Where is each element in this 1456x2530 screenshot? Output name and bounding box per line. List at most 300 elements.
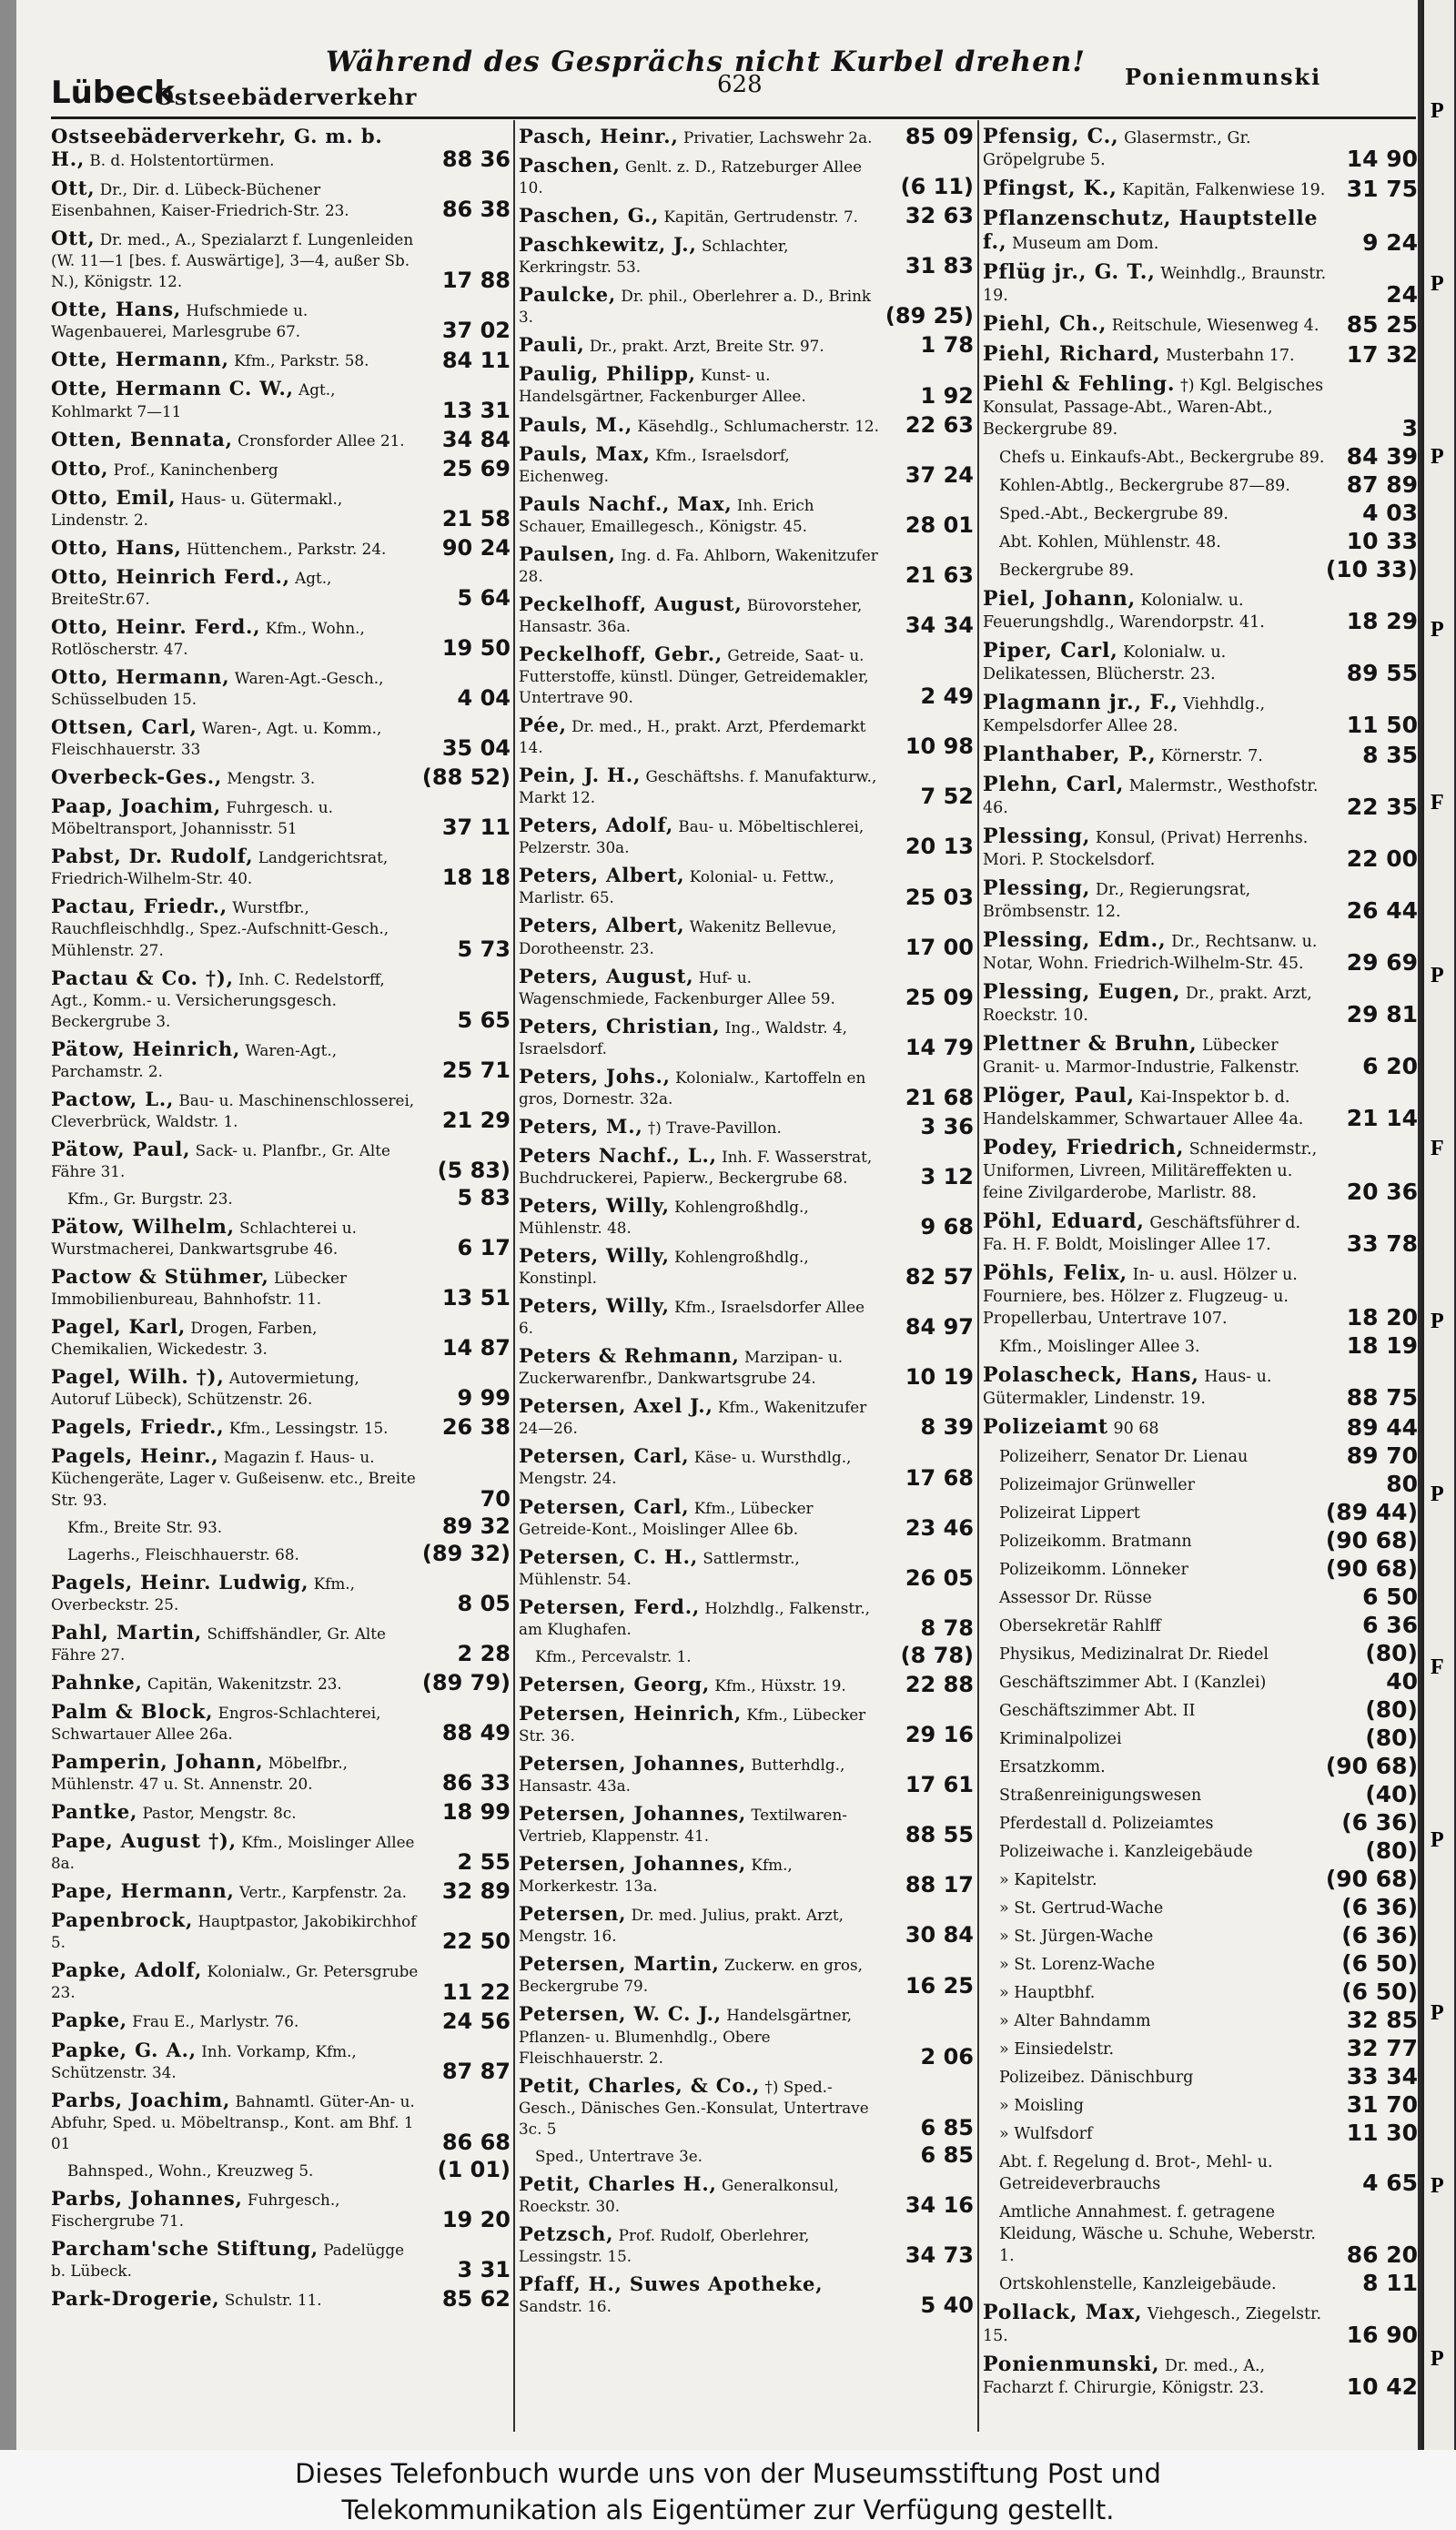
phone-number: 87 87 — [441, 2058, 511, 2084]
directory-entry — [51, 534, 511, 561]
phone-number: 37 02 — [441, 318, 511, 344]
directory-entry — [519, 284, 974, 328]
directory-entry — [519, 1496, 974, 1540]
entry-name: Peters, Adolf, — [519, 814, 674, 837]
directory-entry — [519, 1345, 974, 1389]
entry-details: Inh. C. Redelstorff, Agt., Komm.- u. Versicherungsgesch. Beckergrube 3. — [51, 969, 385, 1030]
directory-entry — [983, 588, 1418, 633]
footer-notice — [0, 2450, 1456, 2530]
entry-details: Kfm., Lübecker Getreide-Kont., Moislinger Allee 6b. — [519, 1498, 814, 1538]
entry-details: Geschäftszimmer Abt. II — [999, 1702, 1196, 1720]
entry-details: Sandstr. 16. — [519, 2297, 612, 2316]
entry-details: Käse- u. Wursthdlg., Mengstr. 24. — [519, 1448, 852, 1488]
entry-name: Plagmann jr., F., — [983, 691, 1178, 714]
directory-entry — [983, 640, 1418, 685]
entry-details: Kfm., Israelsdorfer Allee 6. — [519, 1298, 865, 1338]
directory-entry — [519, 2273, 974, 2317]
entry-name: Peters, Johs., — [519, 1064, 671, 1088]
entry-line — [983, 1471, 1418, 1497]
entry-details: Kfm., Breite Str. 93. — [67, 1517, 223, 1536]
entry-name: Plöger, Paul, — [983, 1084, 1135, 1108]
directory-entry — [519, 2173, 974, 2217]
directory-entry — [51, 1572, 511, 1615]
directory-entry — [983, 126, 1418, 171]
phone-number: 4 65 — [1362, 2170, 1418, 2196]
entry-details: Reitschule, Wiesenweg 4. — [1111, 317, 1320, 335]
directory-entry — [519, 714, 974, 758]
entry-details: Waren-Agt.-Gesch., Schüsselbuden 15. — [51, 668, 384, 709]
entry-details: Kfm., Percevalstr. 1. — [535, 1646, 692, 1665]
entry-details: Dr., Regierungsrat, Brömbsenstr. 12. — [983, 881, 1251, 921]
phone-number: 89 32 — [441, 1513, 511, 1539]
entry-name: Pflüg jr., G. T., — [983, 260, 1156, 284]
directory-entry — [519, 443, 974, 487]
entry-details: Obersekretär Rahlff — [999, 1617, 1161, 1635]
entry-details: » Einsiedelstr. — [999, 2040, 1115, 2059]
directory-entry — [983, 1753, 1418, 1779]
entry-details: Assessor Dr. Rüsse — [999, 1589, 1152, 1607]
directory-entry — [51, 1266, 511, 1310]
directory-entry — [51, 1751, 511, 1795]
directory-entry — [983, 1668, 1418, 1695]
directory-entry — [51, 1801, 511, 1824]
phone-number: 3 12 — [920, 1164, 974, 1190]
entry-details: Kfm., Gr. Burgstr. 23. — [67, 1189, 233, 1208]
entry-name: Peters, Willy, — [519, 1294, 670, 1318]
column-divider — [977, 120, 979, 2432]
directory-entry — [983, 2063, 1418, 2090]
entry-name: Otte, Hans, — [51, 298, 182, 321]
entry-name: Peckelhoff, Gebr., — [519, 642, 723, 665]
adjacent-page-letter: P — [1431, 1310, 1444, 1333]
entry-name: Papke, G. A., — [51, 2038, 197, 2061]
entry-details: Kolonialw. u. Delikatessen, Blücherstr. 23. — [983, 643, 1227, 683]
phone-number: 31 75 — [1346, 176, 1418, 202]
directory-entry — [519, 205, 974, 228]
entry-details: Hufschmiede u. Wagenbauerei, Marlesgrube 67. — [51, 301, 308, 341]
phone-number: (89 44) — [1325, 1499, 1418, 1525]
phone-number: (6 50) — [1341, 1978, 1418, 2005]
entry-line — [983, 1612, 1418, 1638]
entry-name: Pagels, Friedr., — [51, 1415, 225, 1439]
directory-entry — [51, 845, 511, 889]
directory-entry — [51, 2188, 511, 2231]
entry-details: †) Sped.-Gesch., Dänisches Gen.-Konsulat, Untertrave 3c. 5 — [519, 2077, 869, 2138]
directory-entry — [983, 1781, 1418, 1807]
phone-number: 22 63 — [905, 411, 974, 438]
directory-entry — [51, 1830, 511, 1874]
entry-details: Engros-Schlachterei, Schwartauer Allee 26a. — [51, 1703, 381, 1743]
entry-details: Polizeiwache i. Kanzleigebäude — [999, 1843, 1253, 1861]
phone-number: 8 11 — [1362, 2270, 1418, 2296]
entry-line — [519, 1596, 974, 1640]
directory-entry — [983, 1137, 1418, 1204]
directory-entry — [519, 1596, 974, 1640]
entry-line — [51, 1622, 511, 1665]
phone-number: 88 36 — [441, 147, 511, 173]
directory-entry — [983, 1499, 1418, 1525]
footer-line-1: Dieses Telefonbuch wurde uns von der Museumsstiftung Post und — [295, 2458, 1161, 2489]
header-rule — [51, 116, 1416, 119]
phone-number: 22 00 — [1346, 845, 1418, 872]
phone-number: 40 — [1386, 1668, 1418, 1695]
entry-name: Pactau, Friedr., — [51, 895, 228, 918]
entry-name: Piel, Johann, — [983, 587, 1136, 611]
adjacent-page-letter: P — [1431, 1828, 1444, 1852]
entry-name: Otte, Hermann, — [51, 348, 229, 371]
phone-number: 14 90 — [1346, 146, 1418, 172]
directory-entry — [983, 313, 1418, 337]
directory-entry — [51, 795, 511, 839]
entry-name: Pätow, Wilhelm, — [51, 1215, 235, 1239]
entry-details: Kfm., Wohn., Rotlöscherstr. 47. — [51, 618, 365, 658]
directory-entry — [519, 1145, 974, 1189]
directory-entry — [51, 1513, 511, 1539]
entry-name: Pactow & Stühmer, — [51, 1265, 269, 1289]
entry-line — [51, 1216, 511, 1260]
phone-number: 7 52 — [920, 784, 974, 810]
phone-number: (1 01) — [437, 2156, 511, 2182]
directory-entry — [983, 207, 1418, 255]
directory-entry — [983, 1696, 1418, 1723]
entry-name: Otten, Bennata, — [51, 427, 233, 450]
adjacent-page-letter: P — [1431, 618, 1444, 642]
entry-details: Kolonial- u. Fettw., Marlistr. 65. — [519, 867, 834, 907]
directory-entry — [983, 1033, 1418, 1078]
directory-entry — [519, 334, 974, 357]
entry-details: Zuckerw. en gros, Beckergrube 79. — [519, 1956, 863, 1996]
phone-number: (89 79) — [421, 1669, 511, 1695]
phone-number: 22 50 — [441, 1928, 511, 1955]
phone-number: 32 89 — [441, 1878, 511, 1905]
entry-line — [983, 1033, 1418, 1078]
phone-number: (90 68) — [1325, 1555, 1418, 1582]
entry-name: Polizeiamt — [983, 1415, 1108, 1439]
phone-number: 1 78 — [920, 332, 974, 359]
directory-entry — [983, 2151, 1418, 2195]
entry-name: Overbeck-Ges., — [51, 765, 223, 789]
directory-entry — [519, 543, 974, 587]
directory-entry — [51, 378, 511, 421]
entry-details: Käsehdlg., Schlumacherstr. 12. — [637, 416, 879, 435]
phone-number: 2 55 — [457, 1849, 511, 1876]
phone-number: 19 20 — [441, 2206, 511, 2232]
phone-number: 2 49 — [920, 683, 974, 710]
entry-line — [983, 1725, 1418, 1751]
entry-name: Piehl, Richard, — [983, 342, 1161, 366]
entry-details: Holzhdlg., Falkenstr., am Klughafen. — [519, 1598, 870, 1638]
phone-number: (8 78) — [900, 1642, 974, 1668]
phone-number: 6 85 — [920, 2114, 974, 2140]
directory-entry — [51, 716, 511, 760]
entry-line — [51, 896, 511, 960]
directory-entry — [51, 2009, 511, 2032]
directory-entry — [519, 2223, 974, 2267]
directory-entry — [51, 1622, 511, 1665]
entry-details: Pferdestall d. Polizeiamtes — [999, 1815, 1214, 1833]
entry-name: Parcham'sche Stiftung, — [51, 2236, 318, 2260]
phone-number: 84 39 — [1346, 443, 1418, 470]
directory-entry — [983, 2091, 1418, 2118]
entry-name: Petersen, Axel J., — [519, 1394, 713, 1418]
entry-line — [519, 2273, 974, 2317]
entry-details: Genlt. z. D., Ratzeburger Allee 10. — [519, 157, 863, 197]
phone-number: 89 70 — [1346, 1442, 1418, 1469]
entry-line — [51, 1445, 511, 1510]
entry-name: Parbs, Johannes, — [51, 2186, 243, 2210]
phone-number: 89 55 — [1346, 660, 1418, 686]
phone-number: 5 64 — [457, 584, 511, 611]
directory-entry — [519, 643, 974, 708]
entry-name: Peters & Rehmann, — [519, 1344, 740, 1368]
directory-entry — [983, 1442, 1418, 1469]
directory-entry — [983, 1725, 1418, 1751]
entry-details: Geschäftsführer d. Fa. H. F. Boldt, Moislinger Allee 17. — [983, 1214, 1301, 1254]
phone-number: 88 75 — [1346, 1384, 1418, 1411]
directory-entry — [983, 2353, 1418, 2399]
directory-entry — [983, 1364, 1418, 1410]
entry-line — [983, 373, 1418, 440]
entry-name: Peters, Albert, — [519, 914, 685, 937]
entry-details: » Moisling — [999, 2097, 1084, 2115]
entry-details: Dr., Rechtsanw. u. Notar, Wohn. Friedrich-Wilhelm-Str. 45. — [983, 933, 1318, 973]
entry-details: Marzipan- u. Zuckerwarenfbr., Dankwartsgrube 24. — [519, 1348, 844, 1388]
entry-details: Agt., Kohlmarkt 7—11 — [51, 380, 336, 420]
directory-entry — [519, 1195, 974, 1239]
entry-details: Abt. Kohlen, Mühlenstr. 48. — [999, 533, 1221, 552]
entry-name: Otte, Hermann C. W., — [51, 377, 294, 400]
directory-entry — [519, 1703, 974, 1746]
entry-details: Kapitän, Falkenwiese 19. — [1122, 181, 1326, 199]
entry-name: Petersen, Johannes, — [519, 1802, 747, 1826]
directory-entry — [983, 528, 1418, 554]
directory-entry — [51, 1540, 511, 1566]
entry-details: Schneidermstr., Uniformen, Livreen, Militäreffekten u. feine Zivilgarderobe, Marlistr. 88. — [983, 1140, 1318, 1202]
entry-details: Dr., Dir. d. Lübeck-Büchener Eisenbahnen, Kaiser-Friedrich-Str. 23. — [51, 180, 349, 220]
entry-name: Petersen, Heinrich, — [519, 1701, 743, 1725]
directory-entry — [983, 2270, 1418, 2296]
entry-details: Generalkonsul, Roeckstr. 30. — [519, 2175, 839, 2215]
entry-details: Körnerstr. 7. — [1161, 747, 1263, 765]
phone-number: 34 73 — [905, 2242, 974, 2269]
entry-name: Ott, — [51, 227, 96, 250]
entry-details: Kfm., Hüxstr. 19. — [714, 1675, 846, 1695]
entry-details: Sped.-Abt., Beckergrube 89. — [999, 505, 1228, 523]
entry-details: Polizeimajor Grünweller — [999, 1476, 1196, 1494]
entry-name: Plessing, Edm., — [983, 928, 1167, 952]
phone-number: 22 88 — [905, 1671, 974, 1697]
adjacent-page-letter: P — [1431, 2001, 1444, 2025]
entry-name: Parbs, Joachim, — [51, 2088, 231, 2111]
phone-number: (6 36) — [1341, 1809, 1418, 1836]
directory-entry — [519, 593, 974, 637]
phone-number: 31 83 — [905, 253, 974, 279]
phone-number: 22 35 — [1346, 794, 1418, 820]
entry-line — [519, 2003, 974, 2068]
entry-name: Pfaff, H., Suwes Apotheke, — [519, 2272, 824, 2295]
entry-line — [51, 1185, 511, 1211]
phone-number: 25 71 — [441, 1057, 511, 1083]
entry-name: Petersen, Johannes, — [519, 1752, 747, 1775]
entry-details: » Kapitelstr. — [999, 1871, 1097, 1889]
directory-entry — [519, 1903, 974, 1947]
phone-number: 33 78 — [1346, 1230, 1418, 1257]
directory-entry — [519, 865, 974, 908]
phone-number: 4 03 — [1362, 500, 1418, 526]
entry-details: Kunst- u. Handelsgärtner, Fackenburger Allee. — [519, 366, 806, 406]
entry-name: Pöhl, Eduard, — [983, 1209, 1145, 1233]
phone-number: 5 40 — [920, 2292, 974, 2319]
entry-details: Kolonialw., Gr. Petersgrube 23. — [51, 1962, 419, 2002]
directory-entry — [51, 1316, 511, 1360]
phone-number: 11 50 — [1346, 712, 1418, 738]
directory-entry — [51, 487, 511, 531]
entry-name: Podey, Friedrich, — [983, 1136, 1185, 1159]
entry-name: Otto, Heinr. Ferd., — [51, 614, 261, 638]
directory-entry — [983, 2035, 1418, 2061]
entry-details: Kfm., Morkerkestr. 13a. — [519, 1856, 793, 1896]
directory-entry — [983, 981, 1418, 1027]
entry-name: Pauls, M., — [519, 412, 632, 436]
entry-name: Pape, August †), — [51, 1829, 237, 1853]
directory-entry — [983, 1866, 1418, 1892]
adjacent-page-letters — [1431, 100, 1454, 2521]
phone-number: (6 11) — [900, 174, 974, 200]
phone-number: 10 19 — [905, 1364, 974, 1391]
directory-entry — [51, 896, 511, 960]
adjacent-page-letter: P — [1431, 445, 1444, 469]
phone-number: 37 24 — [905, 461, 974, 488]
header-right-guide-word: Ponienmunski — [1125, 64, 1322, 90]
entry-name: Petersen, — [519, 1902, 627, 1926]
directory-entry — [51, 2039, 511, 2083]
directory-entry — [51, 1701, 511, 1745]
entry-details: Dr., prakt. Arzt, Breite Str. 97. — [589, 337, 824, 356]
phone-number: 5 65 — [457, 1007, 511, 1033]
phone-number: 11 22 — [441, 1978, 511, 2005]
entry-name: Otto, Hans, — [51, 535, 182, 559]
phone-number: 34 16 — [905, 2191, 974, 2218]
phone-number: 6 17 — [457, 1235, 511, 1261]
entry-name: Pahl, Martin, — [51, 1620, 203, 1644]
page-gutter — [1421, 0, 1424, 2450]
entry-line — [519, 764, 974, 808]
entry-details: Hüttenchem., Parkstr. 24. — [187, 539, 387, 558]
directory-entry — [983, 1555, 1418, 1582]
phone-number: 21 29 — [441, 1107, 511, 1133]
directory-entry — [983, 744, 1418, 767]
phone-number: 10 98 — [905, 734, 974, 760]
phone-number: (6 36) — [1341, 1922, 1418, 1948]
phone-number: 90 24 — [441, 534, 511, 561]
directory-entry — [51, 666, 511, 710]
entry-line — [51, 1572, 511, 1615]
entry-details: Dr. med., A., Facharzt f. Chirurgie, Königstr. 23. — [983, 2357, 1266, 2397]
entry-details: Abt. f. Regelung d. Brot-, Mehl- u. Getreideverbrauchs — [999, 2153, 1273, 2193]
directory-entry — [519, 1753, 974, 1796]
directory-entry — [51, 2090, 511, 2154]
entry-name: Pahnke, — [51, 1670, 143, 1694]
footer-line-2: Telekommunikation als Eigentümer zur Verfügung gestellt. — [341, 2495, 1115, 2525]
entry-name: Peters, Christian, — [519, 1014, 721, 1037]
entry-name: Polascheck, Hans, — [983, 1363, 1199, 1387]
entry-details: Glasermstr., Gr. Gröpelgrube 5. — [983, 129, 1251, 169]
phone-number: 17 68 — [905, 1464, 974, 1491]
entry-details: Vertr., Karpfenstr. 2a. — [238, 1883, 407, 1902]
phone-number: 32 63 — [905, 203, 974, 229]
entry-details: Viehgesch., Ziegelstr. 15. — [983, 2305, 1322, 2345]
phone-number: 26 44 — [1346, 897, 1418, 924]
directory-entry — [51, 766, 511, 789]
entry-details: Getreide, Saat- u. Futterstoffe, künstl. Dünger, Getreidemakler, Untertrave 90. — [519, 645, 869, 707]
phone-number: 32 77 — [1346, 2035, 1418, 2061]
phone-number: 21 63 — [905, 562, 974, 588]
phone-number: 28 01 — [905, 511, 974, 538]
entry-details: Padelügge b. Lübeck. — [51, 2240, 405, 2280]
entry-name: Pein, J. H., — [519, 764, 642, 787]
directory-entry — [983, 1416, 1418, 1440]
entry-name: Park-Drogerie, — [51, 2286, 220, 2310]
phone-number: 9 24 — [1362, 229, 1418, 256]
entry-details: Kfm., Moislinger Allee 8a. — [51, 1833, 415, 1873]
entry-line — [519, 643, 974, 708]
directory-entry — [983, 343, 1418, 367]
phone-number: 10 42 — [1346, 2373, 1418, 2400]
entry-details: Bau- u. Möbeltischlerei, Pelzerstr. 30a. — [519, 817, 864, 857]
entry-line — [983, 207, 1418, 255]
entry-name: Peters, Willy, — [519, 1244, 670, 1268]
entry-details: Bahnamtl. Güter-An- u. Abfuhr, Sped. u. Möbeltransp., Kont. am Bhf. 1 01 — [51, 2091, 415, 2152]
phone-number: 85 09 — [905, 124, 974, 150]
entry-name: Paulsen, — [519, 541, 616, 565]
directory-entry — [519, 815, 974, 858]
phone-number: 87 89 — [1346, 471, 1418, 498]
directory-entry — [983, 929, 1418, 975]
entry-name: Pagels, Heinr., — [51, 1444, 219, 1468]
entry-details: Bau- u. Maschinenschlosserei, Cleverbrück, Waldstr. 1. — [51, 1090, 415, 1130]
phone-number: 18 18 — [441, 865, 511, 891]
entry-name: Otto, Hermann, — [51, 664, 230, 688]
entry-details: Kolonialw., Kartoffeln en gros, Dornestr. 32a. — [519, 1068, 866, 1108]
entry-details: » St. Gertrud-Wache — [999, 1899, 1164, 1918]
phone-number: (80) — [1365, 1696, 1418, 1723]
directory-entry — [519, 966, 974, 1009]
phone-number: 82 57 — [905, 1264, 974, 1290]
entry-line — [983, 1837, 1418, 1864]
directory-entry — [983, 1809, 1418, 1836]
column-1 — [51, 126, 511, 2317]
entry-details: Drogen, Farben, Chemikalien, Wickedestr. 3. — [51, 1319, 318, 1359]
entry-details: Kolonialw. u. Feuerungshdlg., Warendorpstr. 41. — [983, 592, 1265, 632]
entry-line — [519, 2075, 974, 2140]
directory-entry — [51, 1185, 511, 1211]
phone-number: (90 68) — [1325, 1866, 1418, 1892]
entry-details: Sped., Untertrave 3e. — [535, 2146, 703, 2165]
entry-details: Mengstr. 3. — [227, 769, 316, 788]
entry-details: Cronsforder Allee 21. — [238, 430, 405, 450]
directory-entry — [51, 299, 511, 342]
phone-number: 18 99 — [441, 1799, 511, 1826]
entry-name: Pamperin, Johann, — [51, 1750, 264, 1773]
entry-details: Handelsgärtner, Pflanzen- u. Blumenhdlg., Obere Fleischhauerstr. 2. — [519, 2006, 853, 2067]
entry-details: Huf- u. Wagenschmiede, Fackenburger Allee 59. — [519, 967, 835, 1007]
phone-number: (40) — [1365, 1781, 1418, 1807]
entry-name: Petersen, Georg, — [519, 1672, 710, 1695]
entry-details: Inh. F. Wasserstrat, Buchdruckerei, Papierw., Beckergrube 68. — [519, 1147, 873, 1187]
directory-entry — [983, 1978, 1418, 2005]
entry-name: Otto, — [51, 456, 109, 480]
entry-details: Butterhdlg., Hansastr. 43a. — [519, 1756, 845, 1796]
